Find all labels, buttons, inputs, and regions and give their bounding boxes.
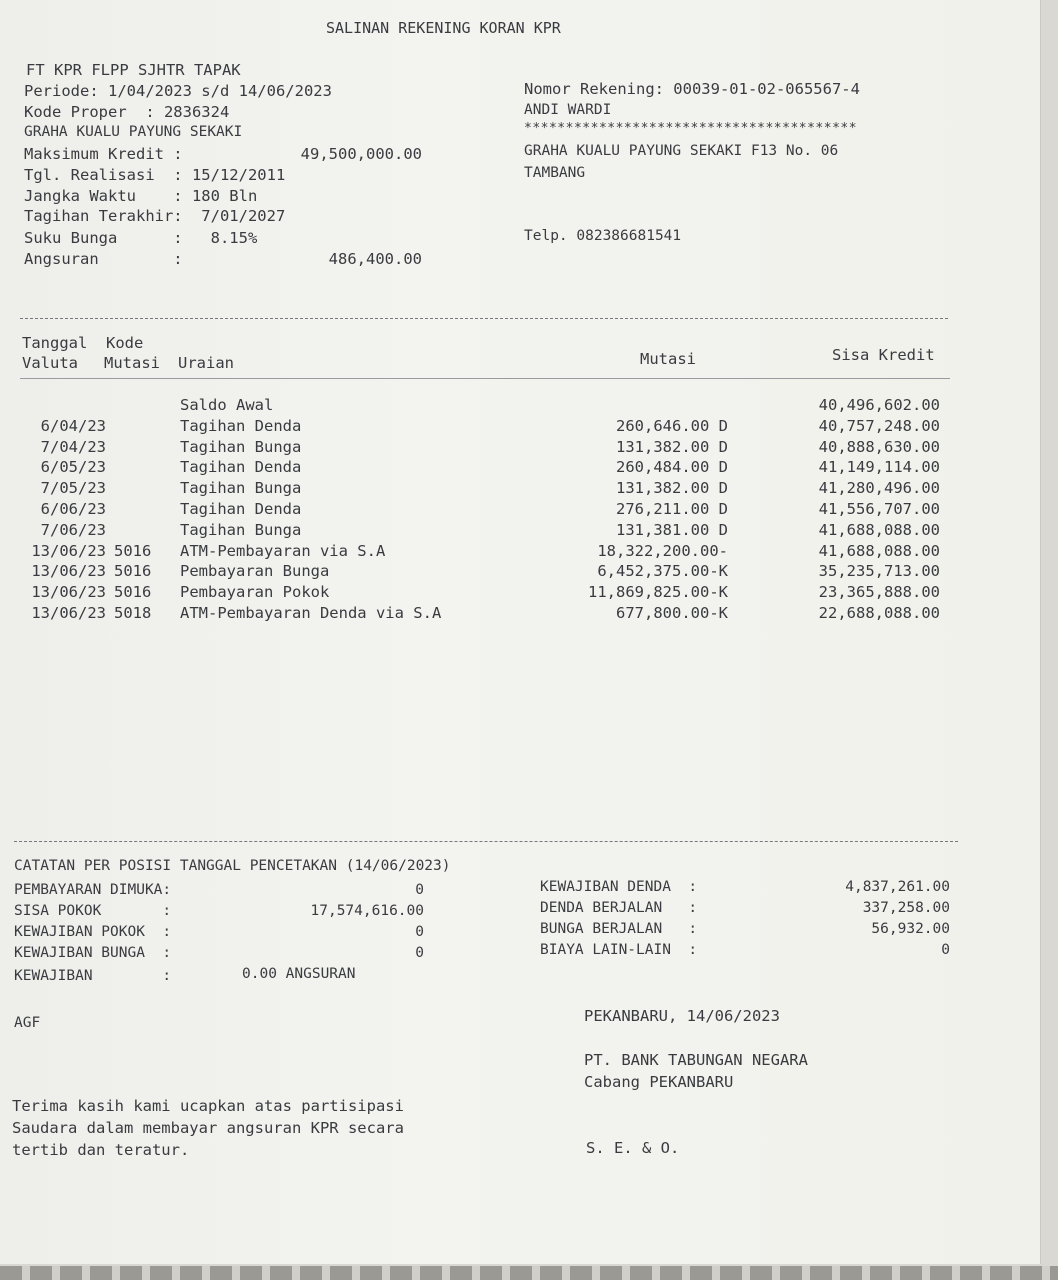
row-kode: 5016 — [114, 583, 152, 602]
catatan-left-value: 0 — [415, 924, 424, 940]
suku-bunga: Suku Bunga : 8.15% — [24, 229, 258, 247]
customer-name: ANDI WARDI — [524, 102, 612, 118]
divider — [20, 318, 948, 319]
thanks-line-1: Terima kasih kami ucapkan atas partisipasi — [12, 1097, 404, 1115]
catatan-right-value: 4,837,261.00 — [845, 879, 950, 895]
row-tanggal: 13/06/23 — [31, 541, 106, 560]
row-sisa-kredit: 41,688,088.00 — [818, 520, 940, 539]
row-sisa-kredit: 41,688,088.00 — [818, 541, 940, 560]
document-title: SALINAN REKENING KORAN KPR — [326, 19, 561, 37]
row-uraian: Tagihan Bunga — [180, 437, 302, 456]
address-line-1: GRAHA KUALU PAYUNG SEKAKI F13 No. 06 — [524, 143, 839, 159]
tgl-realisasi: Tgl. Realisasi : 15/12/2011 — [24, 166, 286, 184]
catatan-heading: CATATAN PER POSISI TANGGAL PENCETAKAN (14/06/2023) — [14, 858, 451, 874]
col-uraian: Uraian — [178, 354, 234, 372]
jangka-waktu: Jangka Waktu : 180 Bln — [24, 187, 258, 205]
row-uraian: Pembayaran Pokok — [180, 583, 330, 602]
row-uraian: Tagihan Denda — [180, 416, 302, 435]
row-mutasi: 131,381.00 D — [616, 520, 728, 539]
row-mutasi: 677,800.00-K — [616, 604, 728, 622]
row-tanggal: 6/05/23 — [40, 458, 106, 477]
catatan-right-value: 56,932.00 — [871, 921, 950, 937]
row-sisa-kredit: 40,757,248.00 — [818, 416, 940, 435]
col-mutasi: Mutasi — [640, 350, 696, 368]
row-mutasi: 131,382.00 D — [616, 479, 728, 498]
divider — [14, 841, 958, 842]
catatan-left-label: KEWAJIBAN BUNGA : — [14, 945, 172, 961]
tagihan-terakhir: Tagihan Terakhir: 7/01/2027 — [24, 207, 286, 225]
row-sisa-kredit: 40,496,602.00 — [818, 396, 940, 414]
catatan-right-label: KEWAJIBAN DENDA : — [540, 879, 698, 895]
catatan-left-label: PEMBAYARAN DIMUKA: — [14, 882, 172, 898]
row-tanggal: 13/06/23 — [31, 562, 106, 581]
angsuran-label: Angsuran : — [24, 250, 183, 268]
row-uraian: Tagihan Bunga — [180, 520, 302, 539]
angsuran-value: 486,400.00 — [328, 250, 422, 268]
row-kode: 5016 — [114, 562, 152, 581]
catatan-right-label: BIAYA LAIN-LAIN : — [540, 942, 698, 958]
maks-kredit-label: Maksimum Kredit : — [24, 145, 183, 163]
row-mutasi: 6,452,375.00-K — [597, 562, 728, 581]
row-mutasi: 131,382.00 D — [616, 437, 728, 456]
row-tanggal: 6/04/23 — [40, 416, 106, 435]
catatan-left-label: SISA POKOK : — [14, 903, 172, 919]
kewajiban-label: KEWAJIBAN : — [14, 968, 172, 984]
catatan-left-value: 17,574,616.00 — [310, 903, 424, 919]
row-sisa-kredit: 22,688,088.00 — [818, 604, 940, 622]
catatan-left-value: 0 — [415, 945, 424, 961]
project-name: GRAHA KUALU PAYUNG SEKAKI — [24, 124, 243, 140]
row-sisa-kredit: 35,235,713.00 — [818, 562, 940, 581]
maks-kredit-value: 49,500,000.00 — [300, 145, 422, 163]
kode-proper: Kode Proper : 2836324 — [24, 103, 230, 121]
catatan-left-value: 0 — [415, 882, 424, 898]
nomor-rekening: Nomor Rekening: 00039-01-02-065567-4 — [524, 80, 860, 98]
row-tanggal: 6/06/23 — [40, 500, 106, 518]
catatan-right-label: BUNGA BERJALAN : — [540, 921, 698, 937]
row-uraian: ATM-Pembayaran Denda via S.A — [180, 604, 442, 622]
row-sisa-kredit: 41,556,707.00 — [818, 500, 940, 518]
col-sisa-kredit: Sisa Kredit — [832, 346, 935, 364]
col-tanggal: Tanggal — [22, 334, 88, 352]
address-line-2: TAMBANG — [524, 165, 586, 181]
catatan-left-label: KEWAJIBAN POKOK : — [14, 924, 172, 940]
row-mutasi: 11,869,825.00-K — [588, 583, 728, 602]
seo-note: S. E. & O. — [586, 1139, 680, 1157]
paper-edge — [0, 1266, 1058, 1280]
thanks-line-2: Saudara dalam membayar angsuran KPR secara — [12, 1119, 404, 1137]
row-uraian: Tagihan Denda — [180, 500, 302, 518]
row-mutasi: 18,322,200.00- — [597, 541, 728, 560]
row-tanggal: 13/06/23 — [31, 583, 106, 602]
col-mutasi-code: Mutasi — [104, 354, 160, 372]
row-uraian: Tagihan Denda — [180, 458, 302, 477]
row-uraian: Tagihan Bunga — [180, 479, 302, 498]
place-date: PEKANBARU, 14/06/2023 — [584, 1007, 780, 1025]
row-sisa-kredit: 40,888,630.00 — [818, 437, 940, 456]
kewajiban-value: 0.00 ANGSURAN — [242, 966, 356, 982]
branch-name: Cabang PEKANBARU — [584, 1073, 734, 1091]
thanks-line-3: tertib dan teratur. — [12, 1141, 190, 1159]
row-tanggal: 7/06/23 — [40, 520, 106, 539]
bank-name: PT. BANK TABUNGAN NEGARA — [584, 1051, 808, 1069]
row-tanggal: 13/06/23 — [31, 604, 106, 622]
row-sisa-kredit: 23,365,888.00 — [818, 583, 940, 602]
row-kode: 5016 — [114, 541, 152, 560]
row-mutasi: 260,484.00 D — [616, 458, 728, 477]
catatan-right-value: 0 — [941, 942, 950, 958]
row-tanggal: 7/04/23 — [40, 437, 106, 456]
row-tanggal: 7/05/23 — [40, 479, 106, 498]
row-sisa-kredit: 41,280,496.00 — [818, 479, 940, 498]
header-rule — [20, 378, 950, 379]
row-mutasi: 260,646.00 D — [616, 416, 728, 435]
agf-code: AGF — [14, 1015, 41, 1031]
row-sisa-kredit: 41,149,114.00 — [818, 458, 940, 477]
catatan-right-label: DENDA BERJALAN : — [540, 900, 698, 916]
row-uraian: Saldo Awal — [180, 396, 274, 414]
col-valuta: Valuta — [22, 354, 78, 372]
row-mutasi: 276,211.00 D — [616, 500, 728, 518]
telephone: Telp. 082386681541 — [524, 228, 682, 244]
catatan-right-value: 337,258.00 — [862, 900, 950, 916]
row-kode: 5018 — [114, 604, 152, 622]
program-name: FT KPR FLPP SJHTR TAPAK — [26, 61, 241, 79]
col-kode: Kode — [106, 334, 144, 352]
masked-separator: **************************************** — [524, 121, 858, 136]
row-uraian: Pembayaran Bunga — [180, 562, 330, 581]
periode: Periode: 1/04/2023 s/d 14/06/2023 — [24, 82, 332, 100]
row-uraian: ATM-Pembayaran via S.A — [180, 541, 386, 560]
